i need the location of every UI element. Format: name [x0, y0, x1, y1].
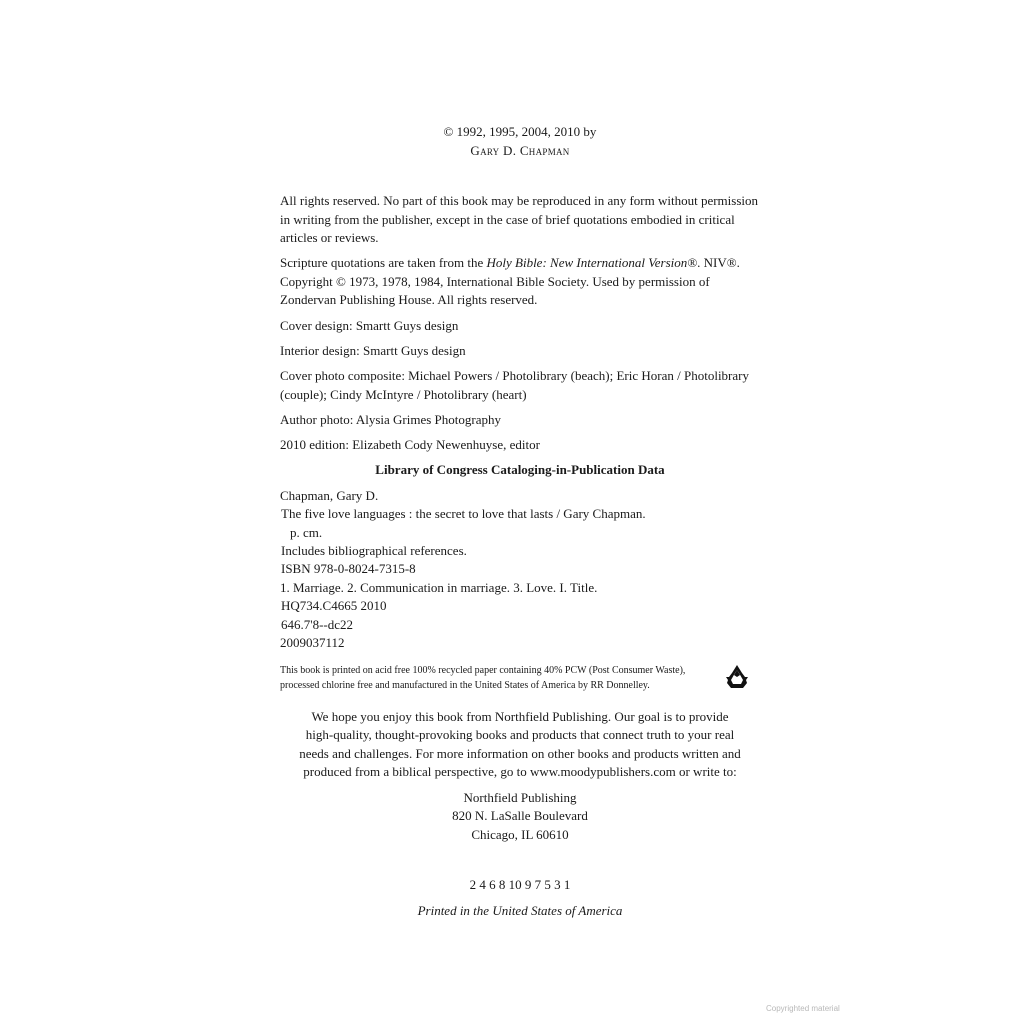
scripture-suffix: . NIV®. Copyright © 1973, 1978, 1984, International Bible Society. Used by permission of Zondervan Publishing House. All rights reserved. — [280, 255, 740, 307]
address-name: Northfield Publishing — [463, 790, 577, 805]
paper-note-line-1: This book is printed on acid free 100% recycled paper containing 40% PCW (Post Consumer Waste), — [280, 665, 686, 676]
author-photo-credit: Author photo: Alysia Grimes Photography — [280, 412, 501, 427]
publisher-message-line: We hope you enjoy this book from Northfield Publishing. Our goal is to provide — [311, 709, 729, 724]
cip-line: 646.7'8--dc22 — [281, 617, 354, 632]
cip-line: 2009037112 — [280, 635, 345, 650]
publisher-message-line: produced from a biblical perspective, go to www.moodypublishers.com or write to: — [303, 764, 737, 779]
copyright-watermark: Copyrighted material — [766, 1004, 840, 1013]
publisher-message-line: high-quality, thought-provoking books and products that connect truth to your real — [305, 727, 735, 742]
copyright-years: © 1992, 1995, 2004, 2010 by — [443, 124, 597, 139]
paper-note-line-2: processed chlorine free and manufactured in the United States of America by RR Donnelley. — [280, 680, 650, 691]
cip-line: p. cm. — [290, 525, 323, 540]
interior-design-credit: Interior design: Smartt Guys design — [280, 343, 466, 358]
cover-design-credit: Cover design: Smartt Guys design — [280, 318, 459, 333]
printed-in: Printed in the United States of America — [417, 903, 623, 918]
printing-line: 2 4 6 8 10 9 7 5 3 1 — [469, 877, 571, 892]
rights-statement: All rights reserved. No part of this book may be reproduced in any form without permission in writing from the publisher, except in the case of brief quotations embodied in critical articles or reviews. — [280, 193, 759, 245]
cip-line: 1. Marriage. 2. Communication in marriage. 3. Love. I. Title. — [280, 580, 598, 595]
cover-photo-credit: Cover photo composite: Michael Powers / Photolibrary (beach); Eric Horan / Photolibrary (couple); Cindy McIntyre / Photolibrary (heart) — [280, 368, 749, 402]
address-street: 820 N. LaSalle Boulevard — [452, 808, 588, 823]
scripture-title: Holy Bible: New International Version® — [486, 255, 698, 270]
recycle-icon — [723, 663, 751, 691]
cip-line: Includes bibliographical references. — [281, 543, 467, 558]
cip-line: HQ734.C4665 2010 — [281, 598, 387, 613]
edition-credit: 2010 edition: Elizabeth Cody Newenhuyse, editor — [280, 437, 540, 452]
cip-heading: Library of Congress Cataloging-in-Publication Data — [375, 462, 665, 477]
cip-line: ISBN 978-0-8024-7315-8 — [281, 561, 416, 576]
cip-line: The five love languages : the secret to love that lasts / Gary Chapman. — [281, 506, 646, 521]
cip-line: Chapman, Gary D. — [280, 488, 379, 503]
scripture-prefix: Scripture quotations are taken from the — [280, 255, 487, 270]
address-city: Chicago, IL 60610 — [471, 827, 569, 842]
scripture-statement — [280, 254, 760, 310]
copyright-author: Gary D. Chapman — [470, 143, 570, 158]
publisher-message-line: needs and challenges. For more information on other books and products written and — [299, 746, 741, 761]
